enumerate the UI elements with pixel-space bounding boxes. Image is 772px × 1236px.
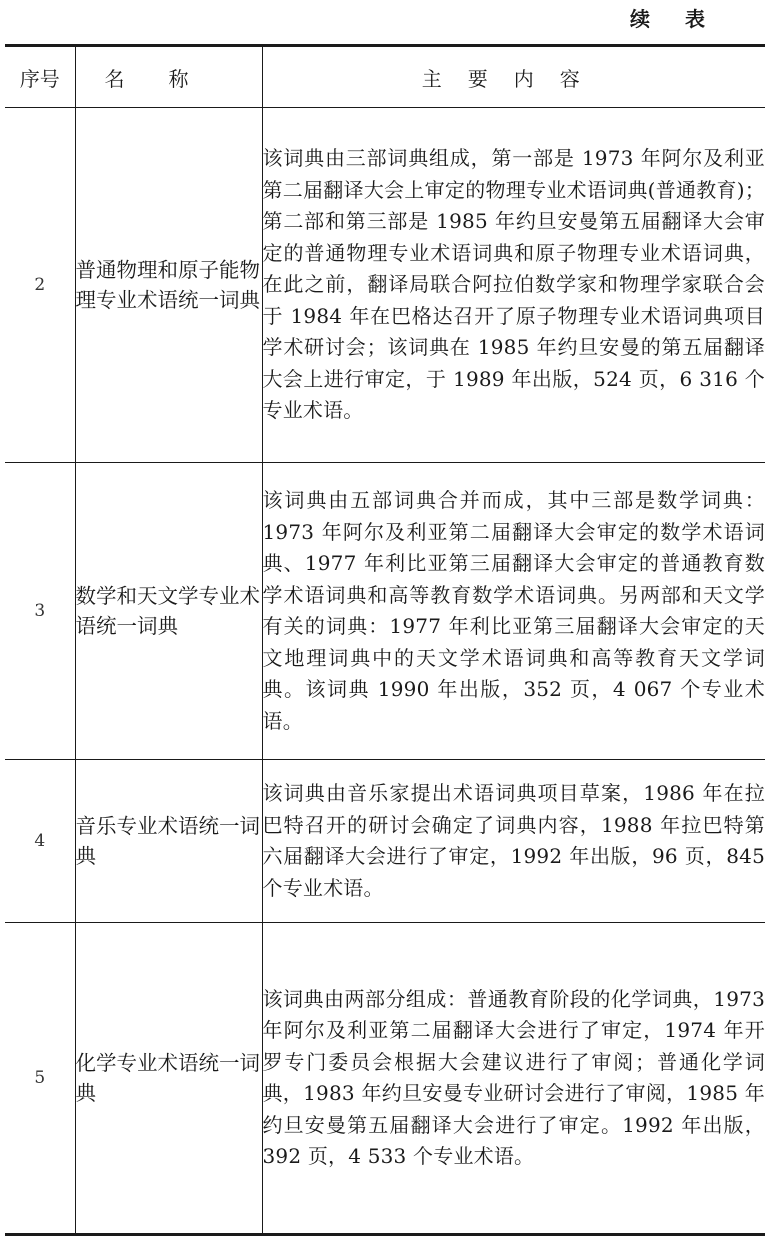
row-content: 该词典由音乐家提出术语词典项目草案，1986 年在拉巴特召开的研讨会确定了词典内容，1988 年拉巴特第六届翻译大会进行了审定，1992 年出版，96 页，845 个专业术语。 [262,760,765,923]
table-row [5,923,765,1235]
header-content: 主要内容 [262,46,765,108]
table-row [5,463,765,760]
row-content: 该词典由三部词典组成，第一部是 1973 年阿尔及利亚第二届翻译大会上审定的物理专业术语词典(普通教育)；第二部和第三部是 1985 年约旦安曼第五届翻译大会审定的普通物理专业术语词典和原子物理专业术语词典，在此之前，翻译局联合阿拉伯数学家和物理学家联合会于 1984 年在巴格达召开了原子物理专业术语词典项目学术研讨会；该词典在 1985 年约旦安曼的第五届翻译大会上进行审定，于 1989 年出版，524 页，6 316 个专业术语。 [262,108,765,463]
row-number: 3 [5,463,75,760]
row-content: 该词典由五部词典合并而成，其中三部是数学词典：1973 年阿尔及利亚第二届翻译大会审定的数学术语词典、1977 年利比亚第三届翻译大会审定的普通教育数学术语词典和高等教育数学术语词典。另两部和天文学有关的词典：1977 年利比亚第三届翻译大会审定的天文地理词典中的天文学术语词典和高等教育天文学词典。该词典 1990 年出版，352 页，4 067 个专业术语。 [262,463,765,760]
table-header-row [5,46,765,108]
table-row [5,760,765,923]
dictionary-table [5,44,765,1236]
row-number: 2 [5,108,75,463]
continued-table-label: 续 表 [630,7,719,31]
row-name: 普通物理和原子能物理专业术语统一词典 [75,108,262,463]
table-row [5,108,765,463]
row-number: 5 [5,923,75,1235]
row-name: 音乐专业术语统一词典 [75,760,262,923]
row-content: 该词典由两部分组成：普通教育阶段的化学词典，1973 年阿尔及利亚第二届翻译大会进行了审定，1974 年开罗专门委员会根据大会建议进行了审阅；普通化学词典，1983 年约旦安曼专业研讨会进行了审阅，1985 年约旦安曼第五届翻译大会进行了审定。1992 年出版，392 页，4 533 个专业术语。 [262,923,765,1235]
header-number: 序号 [5,46,75,108]
row-name: 数学和天文学专业术语统一词典 [75,463,262,760]
header-name: 名称 [75,46,262,108]
row-name: 化学专业术语统一词典 [75,923,262,1235]
row-number: 4 [5,760,75,923]
